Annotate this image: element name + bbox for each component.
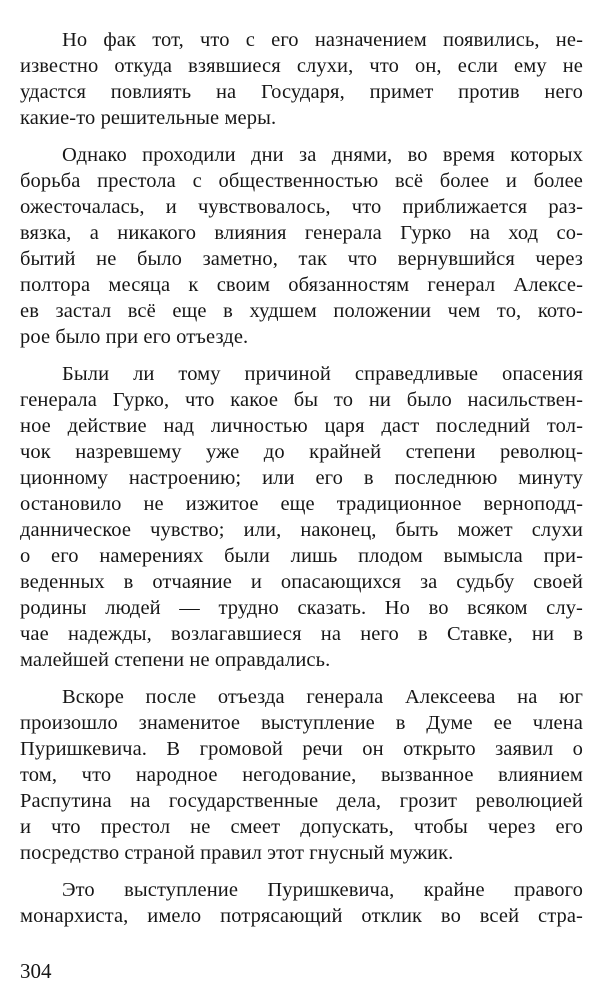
text-line: чок назревшему уже до крайней степени революц-	[20, 441, 583, 463]
text-line: Однако проходили дни за днями, во время которых	[62, 144, 583, 166]
text-line: Но фак тот, что с его назначением появились, не-	[62, 29, 583, 51]
text-line: ционному настроению; или его в последнюю минуту	[20, 467, 583, 489]
paragraph-2	[20, 142, 583, 350]
text-line: монархиста, имело потрясающий отклик во всей стра-	[20, 905, 583, 927]
text-line: малейшей степени не оправдались.	[20, 649, 331, 671]
text-line: данническое чувство; или, наконец, быть может слухи	[20, 519, 583, 541]
paragraph-gap	[20, 673, 583, 684]
text-line: том, что народное негодование, вызванное влиянием	[20, 764, 583, 786]
paragraph-5	[20, 877, 583, 929]
text-line: ожесточалась, и чувствовалось, что приближается раз-	[20, 196, 583, 218]
text-line: произошло знаменитое выступление в Думе ее члена	[20, 712, 583, 734]
text-line: ев застал всё еще в худшем положении чем то, кото-	[20, 300, 583, 322]
text-line: вязка, а никакого влияния генерала Гурко на ход со-	[20, 222, 583, 244]
text-line: Распутина на государственные дела, грозит революцией	[20, 790, 583, 812]
text-line: Вскоре после отъезда генерала Алексеева на юг	[62, 686, 583, 708]
text-line: остановило не изжитое еще традиционное верноподд-	[20, 493, 583, 515]
paragraph-3	[20, 361, 583, 673]
text-line: бытий не было заметно, так что вернувшийся через	[20, 248, 583, 270]
page-body	[20, 27, 583, 929]
text-line: о его намерениях были лишь плодом вымысла при-	[20, 545, 583, 567]
text-line: Были ли тому причиной справедливые опасения	[62, 363, 583, 385]
text-line: полтора месяца к своим обязанностям генерал Алексе-	[20, 274, 583, 296]
text-line: удастся повлиять на Государя, примет против него	[20, 81, 583, 103]
paragraph-1	[20, 27, 583, 131]
text-line: рое было при его отъезде.	[20, 326, 249, 348]
text-line: Это выступление Пуришкевича, крайне правого	[62, 879, 583, 901]
text-line: посредство страной правил этот гнусный мужик.	[20, 842, 454, 864]
paragraph-4	[20, 684, 583, 866]
text-line: веденных в отчаяние и опасающихся за судьбу своей	[20, 571, 583, 593]
page-number: 304	[20, 959, 52, 983]
text-line: Пуришкевича. В громовой речи он открыто заявил о	[20, 738, 583, 760]
text-line: известно откуда взявшиеся слухи, что он, если ему не	[20, 55, 583, 77]
paragraph-gap	[20, 350, 583, 361]
paragraph-gap	[20, 131, 583, 142]
text-line: ное действие над личностью царя даст последний тол-	[20, 415, 583, 437]
text-line: чае надежды, возлагавшиеся на него в Ставке, ни в	[20, 623, 583, 645]
paragraph-gap	[20, 866, 583, 877]
text-line: генерала Гурко, что какое бы то ни было насильствен-	[20, 389, 583, 411]
text-line: борьба престола с общественностью всё более и более	[20, 170, 583, 192]
text-line: родины людей — трудно сказать. Но во всяком слу-	[20, 597, 583, 619]
text-line: и что престол не смеет допускать, чтобы через его	[20, 816, 583, 838]
text-line: какие-то решительные меры.	[20, 107, 277, 129]
